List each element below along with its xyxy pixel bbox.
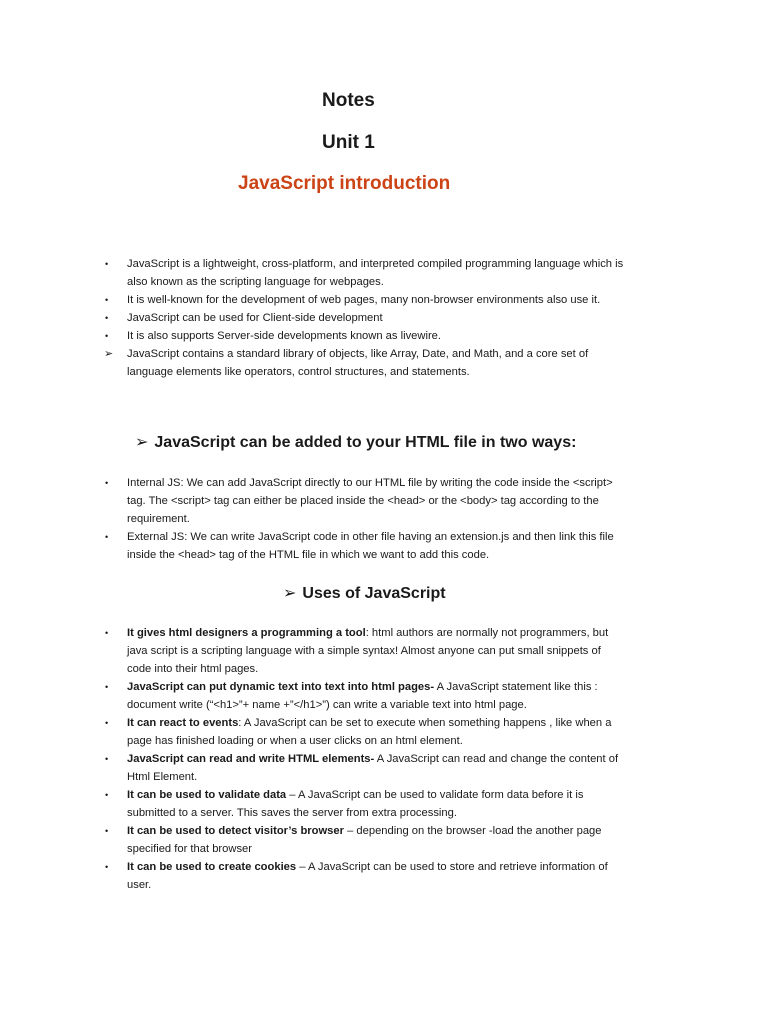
section-heading-ways — [135, 432, 576, 452]
list-item-bold: It can be used to validate data — [127, 789, 287, 801]
list-item — [0, 678, 627, 714]
list-item-text: – depending on the browser -load the another page specified for that browser — [127, 825, 602, 855]
bullet-icon: • — [105, 295, 109, 305]
list-item-text: A JavaScript statement like this : document write (“<h1>”+ name +”</h1>”) can write a variable text into html page. — [127, 681, 598, 711]
arrow-bullet-icon: ➢ — [135, 434, 149, 451]
bullet-icon: • — [105, 628, 109, 638]
arrow-bullet-icon: ➢ — [104, 348, 114, 360]
bullet-icon: • — [105, 718, 109, 728]
list-item-text: – A JavaScript can be used to store and retrieve information of user. — [127, 861, 608, 891]
bullet-icon: • — [105, 682, 109, 692]
list-item-text: JavaScript contains a standard library of objects, like Array, Date, and Math, and a core set of language elements like operators, control structures, and statements. — [127, 348, 589, 378]
list-item-bold: It can be used to detect visitor’s browser — [127, 825, 344, 837]
list-item-bold: It can react to events — [127, 717, 239, 729]
list-item-text: It is well-known for the development of web pages, many non-browser environments also use it. — [127, 294, 601, 306]
list-item — [0, 714, 627, 750]
arrow-bullet-icon: ➢ — [283, 585, 297, 602]
list-item-text: External JS: We can write JavaScript code in other file having an extension.js and then link this file inside the <head> tag of the HTML file in which we want to add this code. — [127, 531, 614, 561]
list-item-bold: JavaScript can put dynamic text into text into html pages- — [127, 681, 435, 693]
bullet-icon: • — [105, 313, 109, 323]
list-item — [0, 291, 627, 309]
section-heading-text: Uses of JavaScript — [302, 585, 446, 602]
list-item — [0, 528, 627, 564]
list-item-bold: JavaScript can read and write HTML elements- — [127, 753, 375, 765]
list-item — [0, 255, 627, 291]
list-item — [0, 822, 627, 858]
list-item-text: JavaScript can be used for Client-side development — [127, 312, 383, 324]
bullet-icon: • — [105, 826, 109, 836]
list-item-text: – A JavaScript can be used to validate form data before it is submitted to a server. This saves the server from extra processing. — [127, 789, 584, 819]
list-item — [0, 858, 627, 894]
intro-list — [0, 255, 768, 381]
list-item-text: A JavaScript can read and change the content of Html Element. — [127, 753, 619, 783]
list-item-bold: It can be used to create cookies — [127, 861, 297, 873]
uses-list — [0, 624, 768, 894]
list-item — [0, 309, 627, 327]
list-item-text: Internal JS: We can add JavaScript directly to our HTML file by writing the code inside the <script> tag. The <script> tag can either be placed inside the <head> or the <body> tag according to the requirement. — [127, 477, 613, 525]
list-item — [0, 624, 627, 678]
list-item-text: JavaScript is a lightweight, cross-platform, and interpreted compiled programming language which is also known as the scripting language for webpages. — [127, 258, 624, 288]
bullet-icon: • — [105, 532, 109, 542]
notes-title: Notes — [322, 90, 375, 111]
bullet-icon: • — [105, 790, 109, 800]
list-item-text: : html authors are normally not programmers, but java script is a scripting language with a simple syntax! Almost anyone can put small snippets of code into their html pages. — [127, 627, 609, 675]
list-item — [0, 786, 627, 822]
bullet-icon: • — [105, 331, 109, 341]
bullet-icon: • — [105, 259, 109, 269]
list-item-bold: It gives html designers a programming a tool — [127, 627, 366, 639]
list-item — [0, 474, 627, 528]
ways-list — [0, 474, 768, 564]
section-heading-text: JavaScript can be added to your HTML file in two ways: — [154, 434, 577, 451]
list-item-text: : A JavaScript can be set to execute when something happens , like when a page has finished loading or when a user clicks on an html element. — [127, 717, 612, 747]
list-item — [0, 750, 627, 786]
bullet-icon: • — [105, 478, 109, 488]
list-item — [0, 345, 627, 381]
section-heading-uses — [283, 583, 446, 603]
list-item-text: It is also supports Server-side developments known as livewire. — [127, 330, 442, 342]
unit-title: Unit 1 — [322, 132, 375, 153]
list-item — [0, 327, 627, 345]
page-title: JavaScript introduction — [238, 173, 451, 194]
bullet-icon: • — [105, 862, 109, 872]
bullet-icon: • — [105, 754, 109, 764]
